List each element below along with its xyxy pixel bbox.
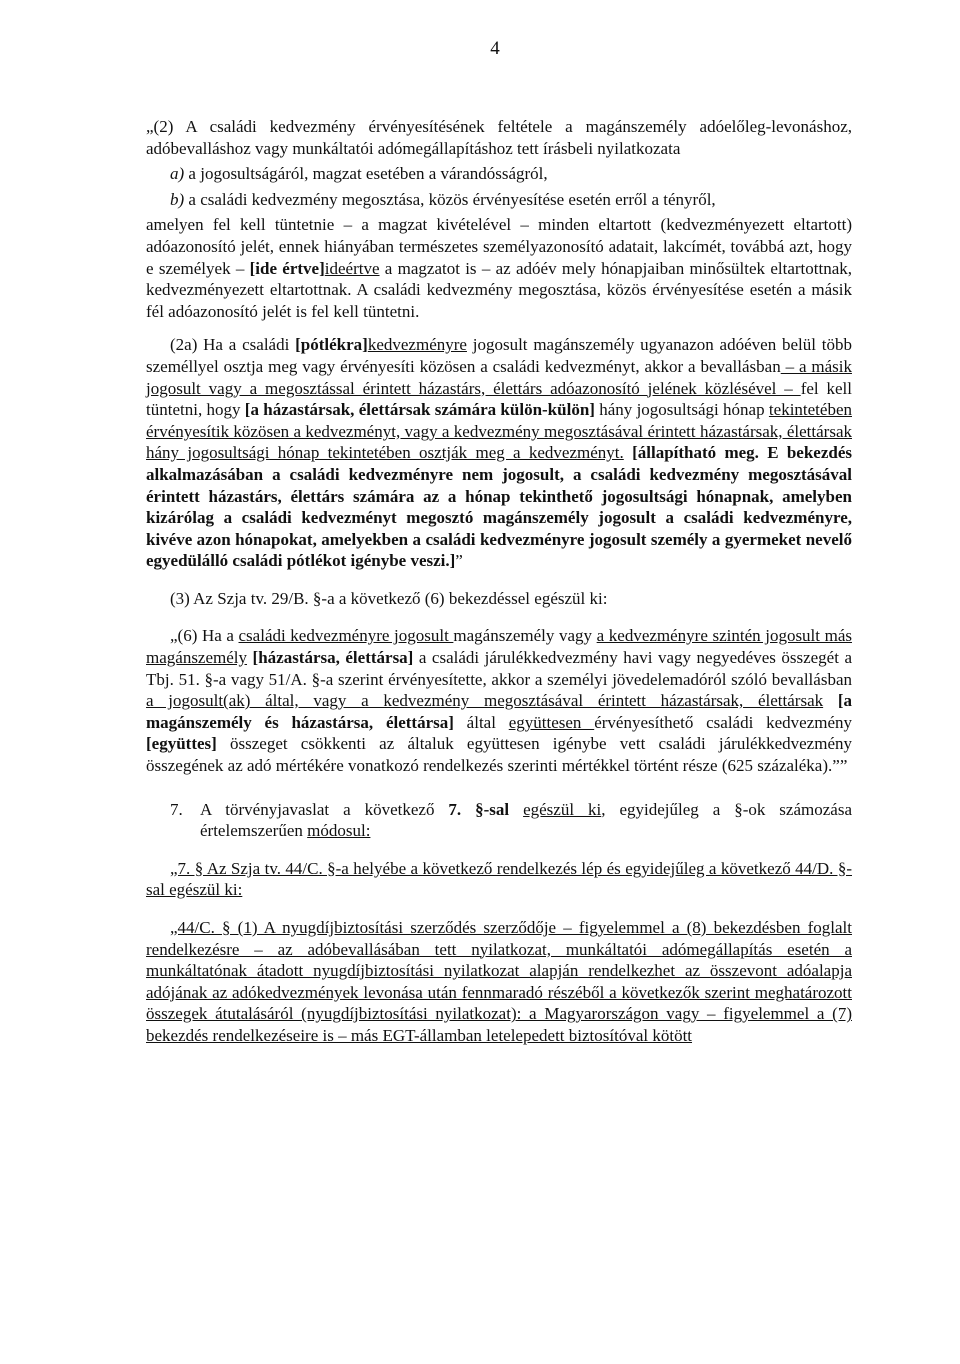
- deleted-text: [a magánszemély és házastársa, élettársa]: [146, 691, 853, 732]
- point-a: [146, 163, 852, 185]
- section-7-intro: „7. § Az Szja tv. 44/C. §-a helyébe a következő rendelkezés lép és egyidejűleg a következő 44/D. §-sal egészül ki:: [146, 858, 852, 900]
- para6-t7: érvényesíthető családi kedvezmény: [594, 712, 853, 732]
- para6-t1: „(6) Ha a: [170, 626, 239, 646]
- para2-cont-2: a magzatot is – az adóév mely hónapjaiban minősültek eltartottnak, kedvezményezett eltartottnak. A családi kedvezmény megosztása, közös érvényesítése esetén a másik fél adóazonosító jelét is fel kell tüntetni.: [146, 258, 852, 321]
- deleted-text: [a házastársak, élettársak számára külön-külön]: [244, 400, 595, 420]
- inserted-text: kedvezményre: [367, 335, 467, 355]
- inserted-text: együttesen: [508, 712, 595, 732]
- inserted-text: – a másik jogosult vagy a megosztással érintett házastárs, élettárs adóazonosító jelének közlésével –: [146, 356, 852, 398]
- deleted-text: [együttes]: [146, 734, 217, 754]
- paragraph-2-continuation: [146, 214, 852, 322]
- paragraph-6: [146, 625, 852, 776]
- para2a-t1: (2a) Ha a családi: [170, 335, 296, 355]
- para6-t5: [823, 691, 838, 710]
- paragraph-2a: [146, 334, 852, 572]
- document-body: [146, 116, 852, 1047]
- para6-t8: összeget csökkenti az általuk együttesen igénybe vett családi járulékkedvezmény összegének az adó mértékére vonatkozó rendelkezés szerinti mértékkel történt része (625 százaléka).””: [146, 734, 852, 776]
- para2-cont-1: amelyen fel kell tüntetnie – a magzat kivételével – minden eltartott (kedvezményezett eltartott) adóazonosító jelét, ennek hiányában természetes személyazonosító adatait, lakcímét, továbbá azt, hogy e személyek –: [146, 215, 852, 278]
- deleted-text: [állapítható meg. E bekezdés alkalmazásában a családi kedvezményre nem jogosult, a családi kedvezmény megosztásával érintett házastárs, élettárs számára az a hónap tekinthető jogosultsági hónapnak, amelyben kizárólag a családi kedvezményt megosztó magánszemély jogosult a családi kedvezményre, kivéve azon hónapokat, amelyekben a családi kedvezményre jogosult személy a gyermeket nevelő egyedülálló családi pótlékot igénybe veszi.]: [146, 443, 853, 571]
- inserted-text: egészül ki: [523, 799, 602, 819]
- para6-t4: a családi járulékkedvezmény havi vagy negyedéves összegét a Tbj. 51. §-a vagy 51/A. §-a szerint érvényesítette, akkor a személyi jövedelemadóról szóló bevallásban: [146, 648, 853, 689]
- bold-text: 7. §-sal: [448, 799, 510, 819]
- inserted-text: ideértve: [324, 258, 380, 278]
- para6-t2: magánszemély vagy: [453, 626, 597, 646]
- inserted-text: a kedvezményre szintén jogosult más magánszemély: [146, 626, 852, 668]
- item7-t1: A törvényjavaslat a következő: [200, 799, 449, 819]
- point-b: [146, 189, 852, 211]
- para2a-t2: jogosult magánszemély ugyanazon adóéven belül több személlyel osztja meg vagy érvényesíti közösen a családi kedvezményt, akkor a bevallásban: [146, 335, 852, 376]
- item-7-text: [200, 799, 852, 842]
- point-b-text: a családi kedvezmény megosztása, közös érvényesítése esetén erről a tényről,: [184, 189, 716, 209]
- deleted-text: [házastársa, élettársa]: [252, 648, 414, 668]
- item7-t3: , egyidejűleg a §-ok számozása értelemszerűen: [200, 799, 852, 841]
- para2-intro: „(2) A családi kedvezmény érvényesítésének feltétele a magánszemély adóelőleg-levonáshoz, adóbevalláshoz vagy munkáltatói adómegállapításhoz tett írásbeli nyilatkozata: [146, 117, 852, 158]
- item-7: [146, 799, 852, 842]
- item7-t2: [509, 800, 523, 819]
- para2a-t4: hány jogosultsági hónap: [594, 400, 769, 420]
- inserted-text: módosul:: [307, 821, 371, 841]
- deleted-text: [pótlékra]: [295, 335, 368, 355]
- para2a-t3: fel kell tüntetni, hogy: [146, 378, 853, 420]
- inserted-text: tekintetében érvényesítik közösen a kedvezményt, vagy a kedvezmény megosztásával érintett házastársak, élettársak hány jogosultsági hónap tekintetében osztják meg a kedvezményt.: [146, 400, 852, 463]
- inserted-text: családi kedvezményre jogosult: [238, 626, 454, 646]
- item-7-number: 7.: [170, 799, 183, 819]
- point-a-label: a): [170, 164, 185, 184]
- paragraph-2: [146, 116, 852, 210]
- deleted-text: [ide értve]: [249, 258, 325, 278]
- para6-t6: által: [453, 712, 509, 732]
- para2a-t5: [624, 443, 632, 462]
- point-b-label: b): [170, 189, 185, 209]
- para2a-t6: ”: [455, 551, 463, 571]
- section-44c-text: „44/C. § (1) A nyugdíjbiztosítási szerződés szerződője – figyelemmel a (8) bekezdésben foglalt rendelkezésre – az adóbevallásában tett nyilatkozat, munkáltatói adómegállapítás esetén a munkáltatónak átadott nyugdíjbiztosítási nyilatkozat alapján rendelkezhet az összevont adóalapja adójának az adókedvezmények levonása után fennmaradó részéből a következők szerint meghatározott összegek átutalásáról (nyugdíjbiztosítási nyilatkozat): a Magyarországon vagy – figyelemmel a (7) bekezdés rendelkezéseire is – más EGT-államban letelepedett biztosítóval kötött: [146, 918, 852, 1045]
- inserted-text: a jogosult(ak) által, vagy a kedvezmény megosztásával érintett házastársak, élettársak: [146, 691, 824, 711]
- point-a-text: a jogosultságáról, magzat esetében a várandósságról,: [184, 164, 548, 184]
- page-number: 4: [490, 38, 500, 59]
- paragraph-3: (3) Az Szja tv. 29/B. §-a a következő (6) bekezdéssel egészül ki:: [170, 588, 608, 608]
